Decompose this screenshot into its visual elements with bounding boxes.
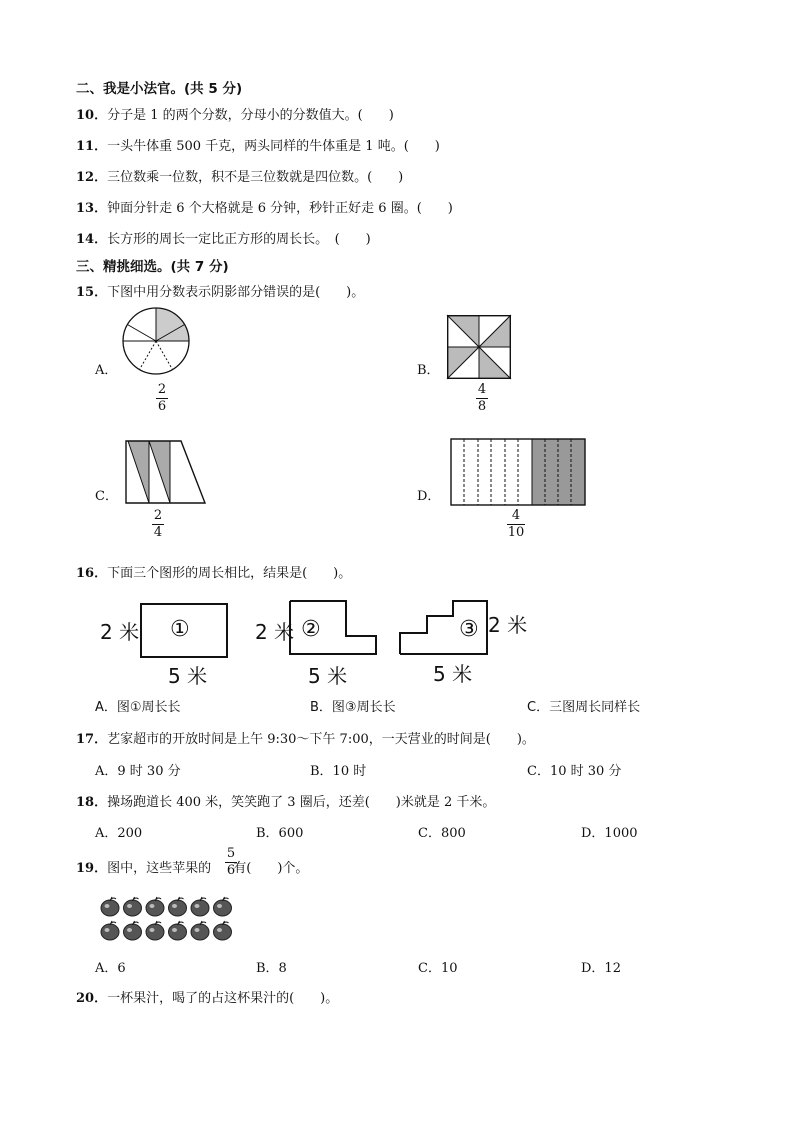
question-number: 10． <box>76 108 108 123</box>
question-12 <box>76 166 403 185</box>
section-3-title: 三、精挑细选。(共 7 分) <box>76 259 229 275</box>
question-number: 16． <box>76 566 108 581</box>
fig2-mark: ② <box>301 617 321 642</box>
question-number: 14． <box>76 232 108 247</box>
question-number: 12． <box>76 170 108 185</box>
question-15 <box>76 281 364 300</box>
option-c: C．10 <box>418 961 458 976</box>
denominator: 6 <box>157 399 167 414</box>
fraction-d <box>507 509 525 540</box>
option-c-label: C． <box>95 489 118 504</box>
fraction-b <box>476 383 488 414</box>
question-text: 下图中用分数表示阴影部分错误的是( )。 <box>107 285 365 300</box>
question-number: 20． <box>76 991 108 1006</box>
question-text: 长方形的周长一定比正方形的周长长。 ( ) <box>107 232 371 247</box>
option-a-label: A． <box>95 363 118 378</box>
fig1-side-label: 2 米 <box>100 620 140 644</box>
fig1-mark: ① <box>170 617 190 642</box>
apple-icon <box>169 921 187 940</box>
question-number: 18． <box>76 795 108 810</box>
apple-icon <box>101 897 119 916</box>
question-text: 分子是 1 的两个分数，分母小的分数值大。( ) <box>107 108 394 123</box>
question-17 <box>76 728 535 747</box>
question-20 <box>76 987 338 1006</box>
apple-icon <box>146 921 164 940</box>
parallelogram-figure <box>125 440 207 504</box>
apple-icon <box>124 897 142 916</box>
question-10 <box>76 104 394 123</box>
numerator: 2 <box>157 382 167 397</box>
numerator: 2 <box>153 508 163 523</box>
option-a: A．6 <box>95 961 126 976</box>
option-c: C．10 时 30 分 <box>527 764 622 779</box>
fraction-a <box>156 383 168 414</box>
question-text: 一头牛体重 500 千克，两头同样的牛体重是 1 吨。( ) <box>107 139 440 154</box>
option-b: B．10 时 <box>310 764 367 779</box>
apple-icon <box>191 921 209 940</box>
question-16 <box>76 562 351 581</box>
denominator: 4 <box>153 525 163 540</box>
numerator: 4 <box>511 508 521 523</box>
question-text: 三位数乘一位数，积不是三位数就是四位数。( ) <box>107 170 404 185</box>
option-b: B．8 <box>256 961 287 976</box>
fig2-bottom-label: 5 米 <box>308 664 348 688</box>
option-c: C．三图周长同样长 <box>527 700 641 715</box>
question-text: 一杯果汁，喝了的占这杯果汁的( )。 <box>107 991 339 1006</box>
section-2-title: 二、我是小法官。(共 5 分) <box>76 81 243 97</box>
denominator: 10 <box>507 525 525 540</box>
question-number: 17． <box>76 732 108 747</box>
option-d-label: D． <box>417 489 441 504</box>
fig2-side-label: 2 米 <box>255 620 295 644</box>
option-a: A．9 时 30 分 <box>95 764 181 779</box>
fig1-bottom-label: 5 米 <box>168 664 208 688</box>
fig3-side-label: 2 米 <box>488 613 528 637</box>
apple-icon <box>191 897 209 916</box>
fig3-mark: ③ <box>459 617 479 642</box>
option-a: A．图①周长长 <box>95 700 181 715</box>
denominator: 6 <box>226 863 236 878</box>
numerator: 5 <box>226 846 236 861</box>
option-b: B．图③周长长 <box>310 700 396 715</box>
option-d: D．12 <box>581 961 621 976</box>
square-figure <box>447 315 511 379</box>
circle-figure <box>122 307 190 375</box>
option-b: B．600 <box>256 826 304 841</box>
question-number: 19． <box>76 861 108 876</box>
question-19 <box>76 857 308 876</box>
question-number: 13． <box>76 201 108 216</box>
fig3-bottom-label: 5 米 <box>433 662 473 686</box>
question-number: 11． <box>76 139 108 154</box>
question-number: 15． <box>76 285 108 300</box>
fraction-five-sixths <box>225 847 237 878</box>
apple-icon <box>214 897 232 916</box>
question-text-before: 图中，这些苹果的 <box>107 861 212 876</box>
question-14 <box>76 228 371 247</box>
option-a: A．200 <box>95 826 143 841</box>
apple-icon <box>101 921 119 940</box>
question-text-after: 有( )个。 <box>233 861 309 876</box>
question-18 <box>76 791 495 810</box>
question-text: 下面三个图形的周长相比，结果是( )。 <box>107 566 352 581</box>
apple-icon <box>124 921 142 940</box>
option-c: C．800 <box>418 826 466 841</box>
numerator: 4 <box>477 382 487 397</box>
apple-icon <box>169 897 187 916</box>
apple-icon <box>146 897 164 916</box>
fraction-c <box>152 509 164 540</box>
denominator: 8 <box>477 399 487 414</box>
option-d: D．1000 <box>581 826 638 841</box>
apples-figure <box>100 897 240 943</box>
question-text: 艺家超市的开放时间是上午 9:30～下午 7:00，一天营业的时间是( )。 <box>107 732 535 747</box>
apple-icon <box>214 921 232 940</box>
question-text: 操场跑道长 400 米，笑笑跑了 3 圈后，还差( )米就是 2 千米。 <box>107 795 496 810</box>
question-11 <box>76 135 440 154</box>
option-b-label: B． <box>417 363 440 378</box>
question-13 <box>76 197 453 216</box>
rectangle-strips-figure <box>450 438 586 506</box>
question-text: 钟面分针走 6 个大格就是 6 分钟，秒针正好走 6 圈。( ) <box>107 201 453 216</box>
